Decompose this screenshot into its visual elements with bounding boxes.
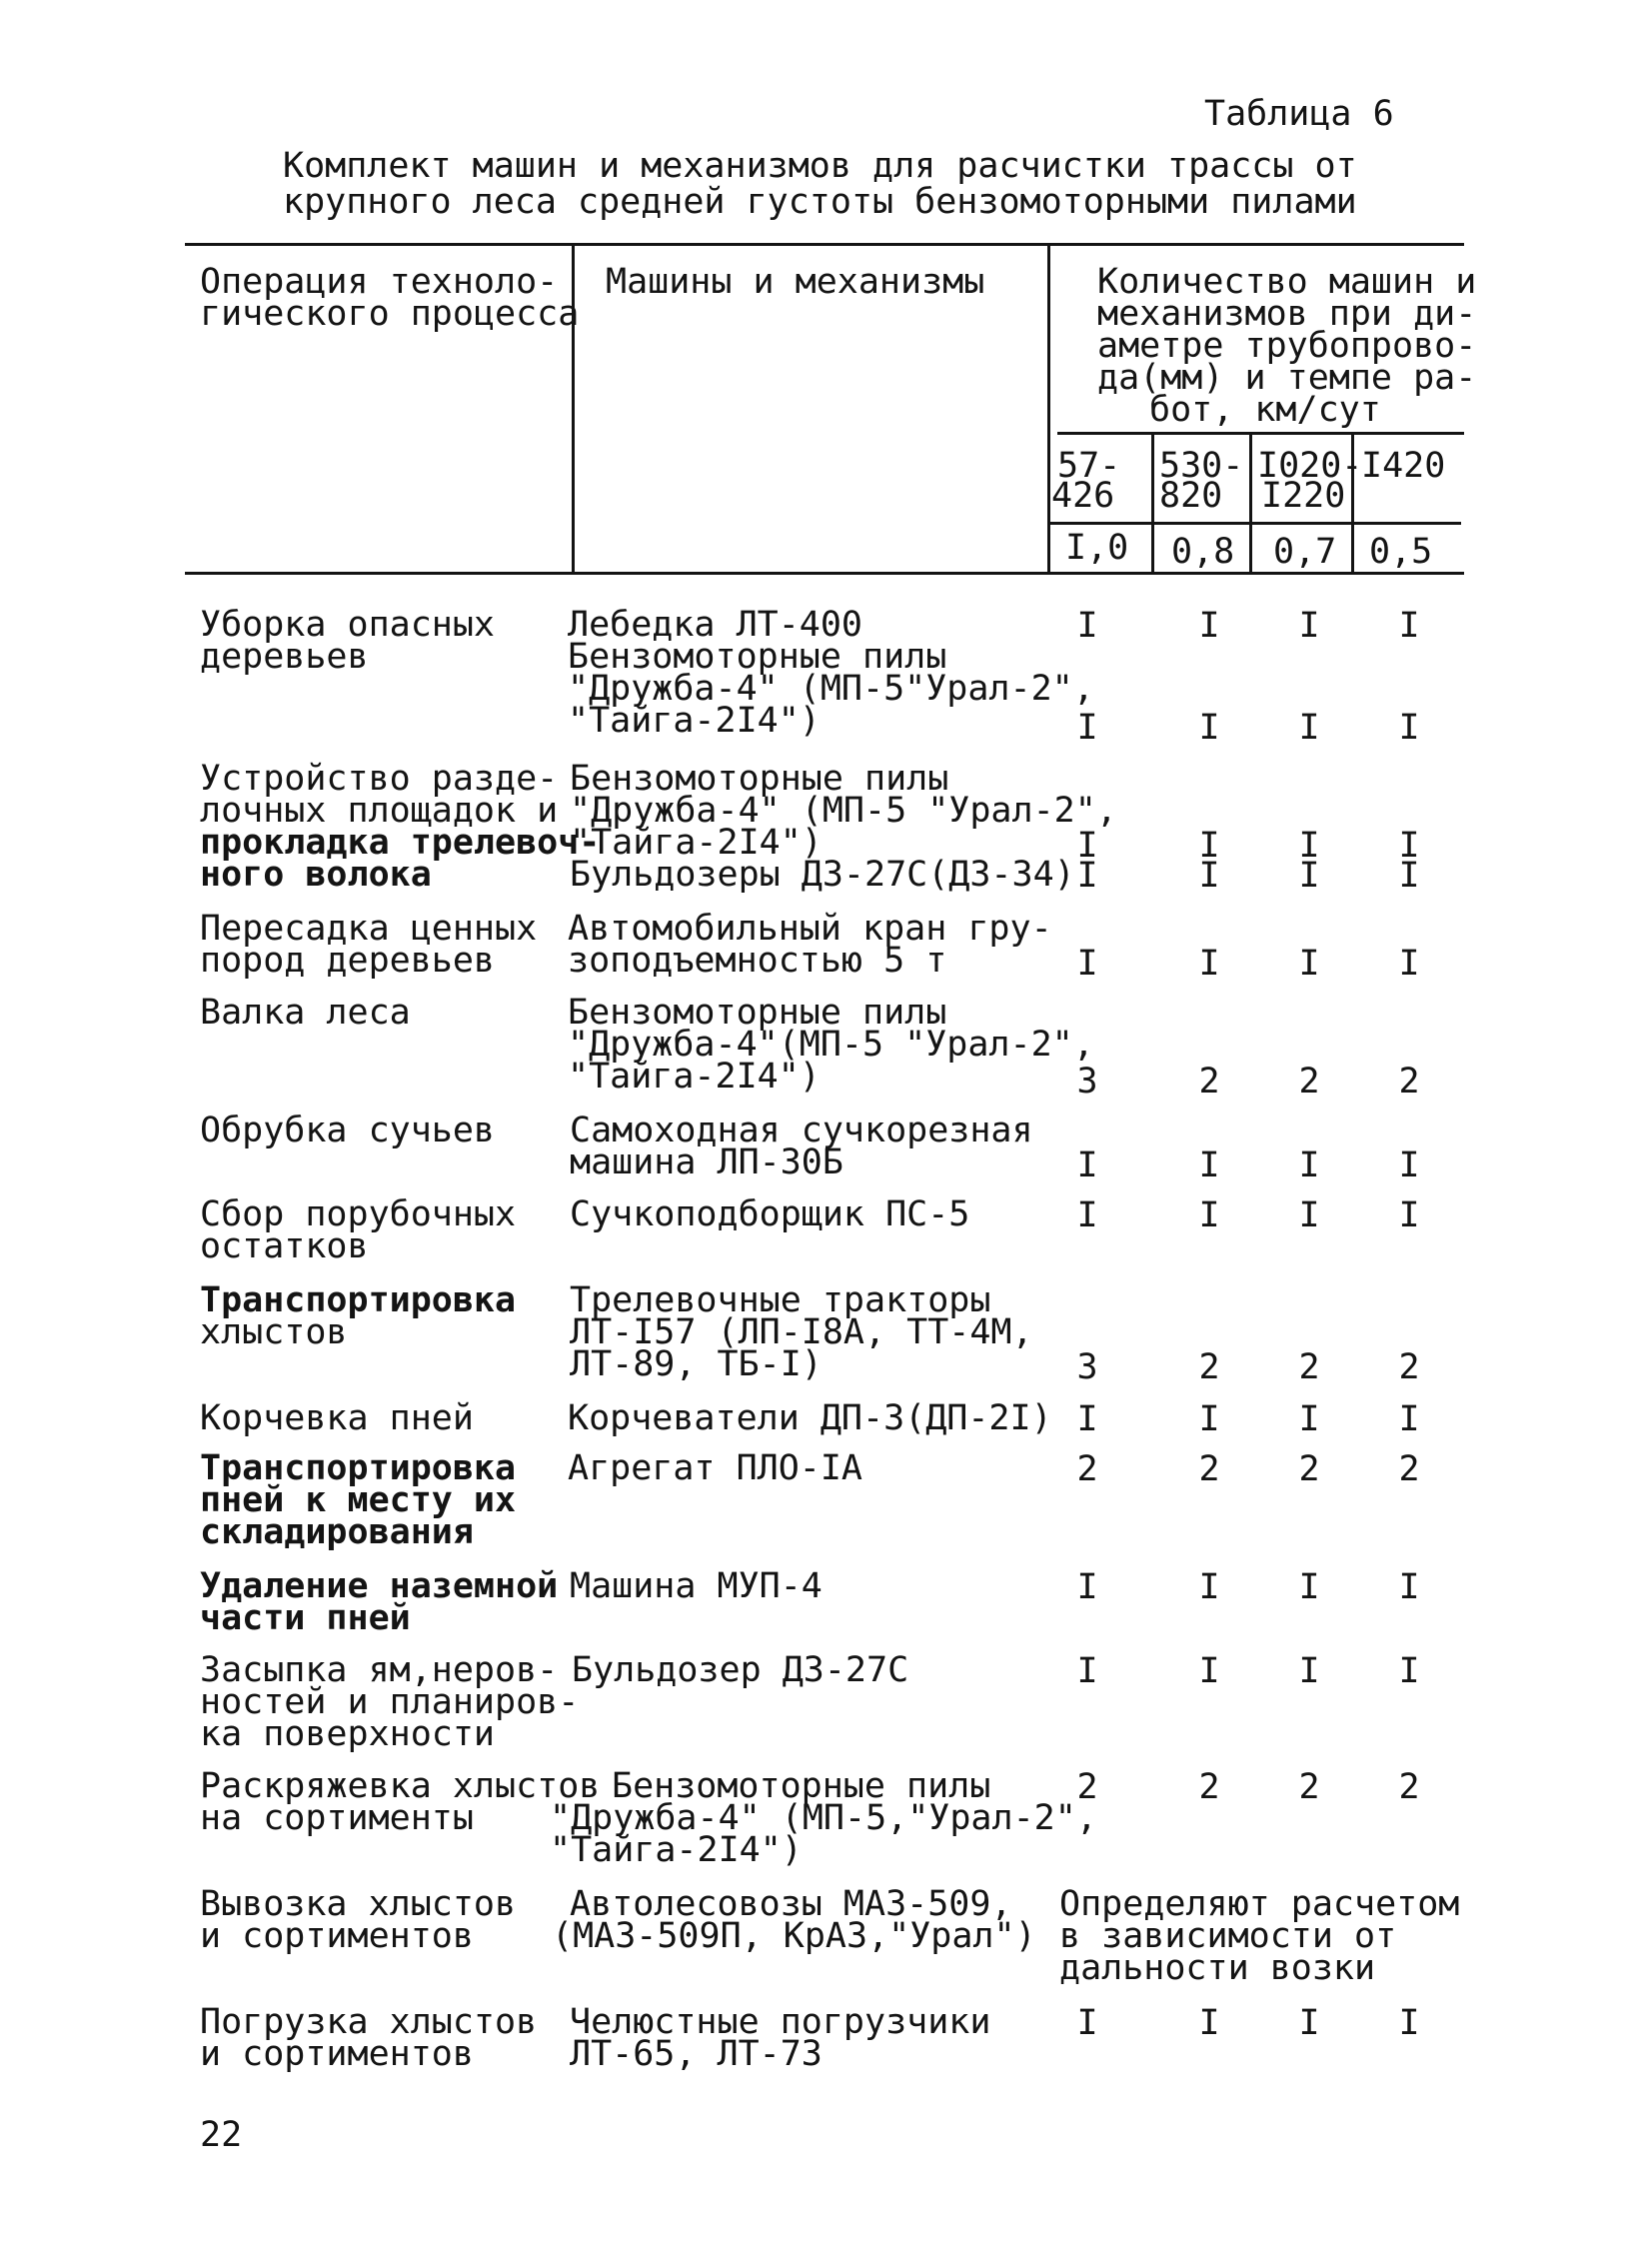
header-machines: Машины и механизмы	[606, 262, 985, 302]
operation-line: ностей и планиров-	[200, 1682, 580, 1722]
value-cell: I	[1398, 708, 1420, 748]
table-title-line-1: Комплект машин и механизмов для расчистки трассы от	[283, 146, 1357, 186]
operation-line: Удаление наземной	[200, 1566, 559, 1606]
machine-line: ЛТ-65, ЛТ-73	[570, 2034, 823, 2074]
value-cell: 2	[1298, 1062, 1320, 1102]
header-diameter-2-top: 530-	[1159, 446, 1244, 486]
value-cell: I	[1298, 1145, 1320, 1185]
value-cell: I	[1076, 708, 1098, 748]
value-cell: I	[1076, 1567, 1098, 1607]
value-cell: 2	[1298, 1449, 1320, 1489]
operation-line: Валка леса	[200, 993, 411, 1033]
value-cell: I	[1076, 1195, 1098, 1235]
value-cell: I	[1398, 2003, 1420, 2043]
header-top-rule	[185, 243, 1464, 246]
machine-line: Автолесовозы МАЗ-509,	[570, 1884, 1012, 1924]
machine-line: (МАЗ-509П, КрАЗ,"Урал")	[552, 1916, 1036, 1956]
machine-line: "Дружба-4" (МП-5 "Урал-2",	[570, 791, 1117, 831]
value-cell: I	[1076, 2003, 1098, 2043]
value-cell: 3	[1076, 1062, 1098, 1102]
header-quantity-line-4: да(мм) и темпе ра-	[1097, 358, 1477, 398]
operation-line: Уборка опасных	[200, 605, 496, 645]
operation-line: Пересадка ценных	[200, 909, 538, 949]
operation-line: Погрузка хлыстов	[200, 2002, 538, 2042]
machine-line: Сучкоподборщик ПС-5	[570, 1194, 970, 1234]
header-divider-1	[572, 243, 575, 575]
operation-line: и сортиментов	[200, 2034, 474, 2074]
header-quantity-line-2: механизмов при ди-	[1097, 294, 1477, 334]
machine-line: Челюстные погрузчики	[570, 2002, 991, 2042]
value-cell: 2	[1298, 1347, 1320, 1387]
value-cell: I	[1398, 606, 1420, 646]
note-line: Определяют расчетом	[1059, 1884, 1460, 1924]
value-cell: I	[1198, 1399, 1220, 1439]
note-line: дальности возки	[1059, 1948, 1376, 1988]
value-cell: 2	[1198, 1062, 1220, 1102]
value-cell: I	[1398, 856, 1420, 896]
operation-line: пней к месту их	[200, 1480, 517, 1520]
value-cell: I	[1298, 856, 1320, 896]
value-cell: 3	[1076, 1347, 1098, 1387]
machine-line: Автомобильный кран гру-	[568, 909, 1052, 949]
value-cell: I	[1298, 708, 1320, 748]
operation-line: Раскряжевка хлыстов	[200, 1766, 601, 1806]
value-cell: I	[1398, 944, 1420, 984]
operation-line: Транспортировка	[200, 1448, 517, 1488]
operation-line: прокладка трелевоч-	[200, 823, 601, 863]
table-title-line-2: крупного леса средней густоты бензомоторными пилами	[283, 182, 1357, 222]
header-divider-2	[1047, 243, 1050, 575]
machine-line: Агрегат ПЛО-IА	[568, 1448, 863, 1488]
machine-line: "Тайга-2I4")	[550, 1830, 803, 1870]
header-diameter-3-bottom: I220	[1261, 476, 1346, 516]
value-cell: I	[1076, 606, 1098, 646]
header-rate-4: 0,5	[1369, 532, 1433, 572]
value-cell: I	[1076, 944, 1098, 984]
machine-line: "Тайга-2I4")	[568, 701, 821, 741]
machine-line: ЛТ-89, ТБ-I)	[570, 1344, 823, 1384]
value-cell: I	[1198, 1651, 1220, 1691]
header-diameter-2-bottom: 820	[1159, 476, 1223, 516]
machine-line: Самоходная сучкорезная	[570, 1111, 1033, 1150]
value-cell: I	[1198, 1567, 1220, 1607]
value-cell: I	[1198, 1145, 1220, 1185]
operation-line: деревьев	[200, 637, 369, 677]
operation-line: лочных площадок и	[200, 791, 559, 831]
value-cell: 2	[1398, 1062, 1420, 1102]
value-cell: I	[1076, 1651, 1098, 1691]
operation-line: хлыстов	[200, 1312, 348, 1352]
operation-line: Засыпка ям,неров-	[200, 1650, 559, 1690]
operation-line: на сортименты	[200, 1798, 474, 1838]
value-cell: I	[1076, 826, 1098, 866]
value-cell: 2	[1298, 1767, 1320, 1807]
machine-line: Бульдозер ДЗ-27С	[572, 1650, 909, 1690]
operation-line: Устройство разде-	[200, 759, 559, 799]
operation-line: ного волока	[200, 855, 432, 895]
value-cell: 2	[1076, 1767, 1098, 1807]
machine-line: "Тайга-2I4")	[568, 1057, 821, 1097]
value-cell: I	[1398, 1145, 1420, 1185]
machine-line: Трелевочные тракторы	[570, 1280, 991, 1320]
header-quantity-line-3: аметре трубопрово-	[1097, 326, 1477, 366]
value-cell: I	[1398, 1651, 1420, 1691]
machine-line: Корчеватели ДП-3(ДП-2I)	[568, 1398, 1052, 1438]
value-cell: I	[1298, 2003, 1320, 2043]
value-cell: 2	[1398, 1767, 1420, 1807]
machine-line: ЛТ-I57 (ЛП-I8А, ТТ-4М,	[570, 1312, 1033, 1352]
value-cell: I	[1298, 1651, 1320, 1691]
value-cell: I	[1298, 1195, 1320, 1235]
value-cell: 2	[1198, 1449, 1220, 1489]
value-cell: I	[1076, 1399, 1098, 1439]
value-cell: I	[1076, 1145, 1098, 1185]
header-quantity-rule	[1057, 432, 1464, 435]
header-diameter-rule	[1047, 522, 1461, 525]
value-cell: I	[1398, 1195, 1420, 1235]
header-operation-line-2: гического процесса	[200, 294, 580, 334]
value-cell: I	[1398, 1567, 1420, 1607]
value-cell: 2	[1398, 1449, 1420, 1489]
operation-line: ка поверхности	[200, 1714, 496, 1754]
operation-line: Транспортировка	[200, 1280, 517, 1320]
header-diameter-1-top: 57-	[1057, 446, 1121, 486]
operation-line: и сортиментов	[200, 1916, 474, 1956]
value-cell: I	[1198, 944, 1220, 984]
machine-line: "Дружба-4" (МП-5,"Урал-2",	[550, 1798, 1097, 1838]
operation-line: Корчевка пней	[200, 1398, 474, 1438]
value-cell: I	[1198, 606, 1220, 646]
operation-line: Обрубка сучьев	[200, 1111, 496, 1150]
value-cell: I	[1398, 1399, 1420, 1439]
value-cell: 2	[1076, 1449, 1098, 1489]
note-line: в зависимости от	[1059, 1916, 1397, 1956]
value-cell: I	[1198, 708, 1220, 748]
machine-line: Бульдозеры ДЗ-27С(ДЗ-34)	[570, 855, 1075, 895]
page-number: 22	[200, 2115, 243, 2155]
value-cell: I	[1198, 2003, 1220, 2043]
value-cell: 2	[1398, 1347, 1420, 1387]
value-cell: I	[1298, 606, 1320, 646]
value-cell: I	[1398, 826, 1420, 866]
value-cell: I	[1298, 944, 1320, 984]
machine-line: Бензомоторные пилы	[570, 759, 949, 799]
machine-line: зоподъемностью 5 т	[568, 941, 947, 981]
header-rate-2: 0,8	[1171, 532, 1235, 572]
machine-line: "Дружба-4" (МП-5"Урал-2",	[568, 669, 1094, 709]
value-cell: I	[1198, 1195, 1220, 1235]
header-diameter-3-top: I020-	[1257, 446, 1363, 486]
value-cell: 2	[1198, 1767, 1220, 1807]
operation-line: остатков	[200, 1226, 369, 1266]
header-diameter-1-bottom: 426	[1051, 476, 1115, 516]
machine-line: "Тайга-2I4")	[570, 823, 823, 863]
header-diameter-4-top: I420	[1361, 446, 1446, 486]
machine-line: Бензомоторные пилы	[612, 1766, 991, 1806]
machine-line: Лебедка ЛТ-400	[568, 605, 863, 645]
operation-line: Вывозка хлыстов	[200, 1884, 517, 1924]
machine-line: Машина МУП-4	[570, 1566, 823, 1606]
header-subcol-divider-1	[1151, 432, 1154, 572]
value-cell: I	[1198, 826, 1220, 866]
machine-line: Бензомоторные пилы	[568, 993, 947, 1033]
operation-line: пород деревьев	[200, 941, 496, 981]
value-cell: I	[1076, 856, 1098, 896]
header-bottom-rule	[185, 572, 1464, 575]
header-subcol-divider-2	[1249, 432, 1252, 572]
operation-line: Сбор порубочных	[200, 1194, 517, 1234]
operation-line: складирования	[200, 1512, 474, 1552]
header-quantity-line-1: Количество машин и	[1097, 262, 1477, 302]
header-operation-line-1: Операция техноло-	[200, 262, 559, 302]
header-rate-3: 0,7	[1273, 532, 1337, 572]
value-cell: 2	[1198, 1347, 1220, 1387]
value-cell: I	[1298, 826, 1320, 866]
operation-line: части пней	[200, 1598, 411, 1638]
machine-line: машина ЛП-30Б	[570, 1142, 843, 1182]
table-label: Таблица 6	[1204, 94, 1394, 134]
machine-line: "Дружба-4"(МП-5 "Урал-2",	[568, 1025, 1094, 1065]
header-quantity-line-5: бот, км/сут	[1149, 390, 1381, 430]
value-cell: I	[1298, 1567, 1320, 1607]
value-cell: I	[1298, 1399, 1320, 1439]
machine-line: Бензомоторные пилы	[568, 637, 947, 677]
header-rate-1: I,0	[1065, 528, 1129, 568]
value-cell: I	[1198, 856, 1220, 896]
